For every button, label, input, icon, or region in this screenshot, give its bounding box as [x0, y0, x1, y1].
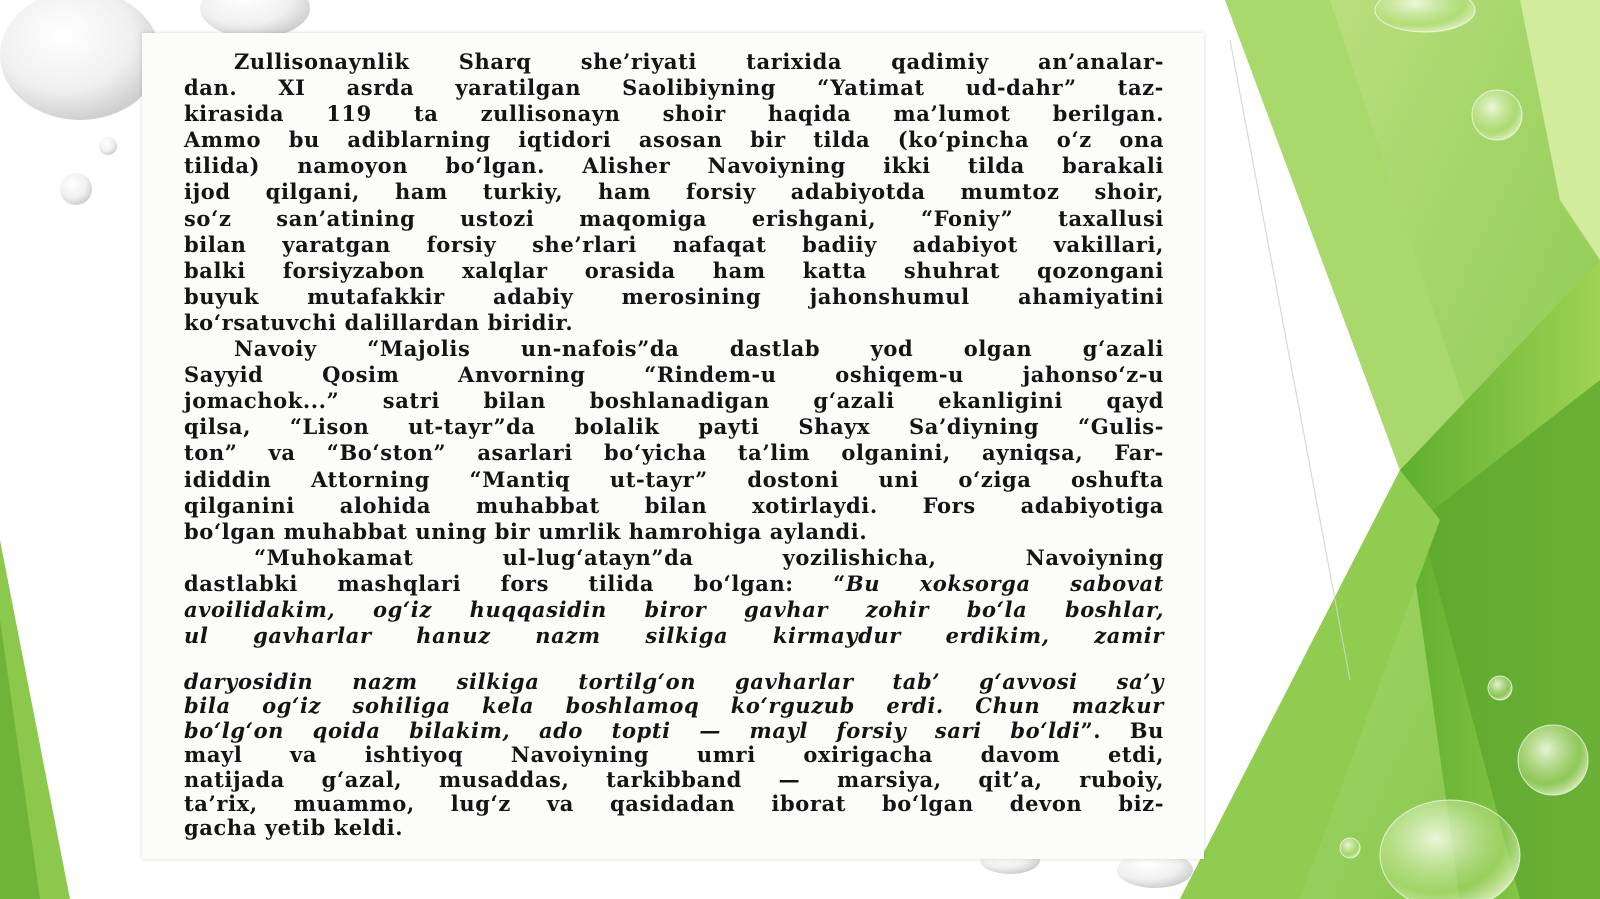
text-line: ko‘rsatuvchi dalillardan biridir. — [184, 309, 574, 335]
text-line: qilganini alohida muhabbat bilan xotirlaydi. Fors adabiyotiga — [184, 492, 1164, 518]
text-line: ijod qilgani, ham turkiy, ham forsiy adabiyotda mumtoz shoir, — [184, 179, 1165, 205]
italic-quote: ul gavharlar hanuz nazm silkiga kirmaydur erdikim, zamir — [184, 623, 1165, 649]
text-line: jomachok...” satri bilan boshlanadigan g‘azali ekanligini qayd — [184, 388, 1165, 414]
italic-quote: bila og‘iz sohiliga kela boshlamoq ko‘rguzub erdi. Chun mazkur — [184, 693, 1164, 719]
text-line: so‘z san’atining ustozi maqomiga erishgani, “Foniy” taxallusi — [184, 205, 1165, 231]
text-line: mayl va ishtiyoq Navoiyning umri oxirigacha davom etdi, — [184, 742, 1164, 768]
text-line: kirasida 119 ta zullisonayn shoir haqida ma’lumot berilgan. — [184, 101, 1164, 127]
text-line: Sayyid Qosim Anvorning “Rindem-u oshiqem-u jahonso‘z-u — [184, 362, 1164, 388]
text-line: ton” va “Bo‘ston” asarlari bo‘yicha ta’lim olganini, ayniqsa, Far- — [184, 440, 1164, 466]
text-line: Navoiy “Majolis un-nafois”da dastlab yod olgan g‘azali — [234, 336, 1165, 362]
text-line: ididdin Attorning “Mantiq ut-tayr” dostoni uni o‘ziga oshufta — [184, 466, 1164, 492]
text-line: tilida) namoyon bo‘lgan. Alisher Navoiyning ikki tilda barakali — [184, 153, 1165, 179]
text-line: “Muhokamat ul-lug‘atayn”da yozilishicha, Navoiyning — [254, 544, 1164, 570]
page-text-top — [184, 49, 1164, 649]
italic-quote: Bu xoksorga sabovat — [845, 570, 1165, 596]
text-line: buyuk mutafakkir adabiy merosining jahonshumul ahamiyatini — [184, 283, 1164, 309]
italic-quote: daryosidin nazm silkiga tortilg‘on gavharlar tab’ g‘avvosi sa’y — [184, 669, 1164, 694]
scanned-page — [142, 33, 1204, 859]
text-line — [184, 571, 1164, 597]
italic-quote: bo‘lg‘on qoida bilakim, ado topti — mayl forsiy sari bo‘ldi — [184, 717, 1081, 743]
italic-quote: avoilidakim, og‘iz huqqasidin biror gavhar zohir bo‘la boshlar, — [184, 596, 1165, 622]
text-line: Ammo bu adiblarning iqtidori asosan bir tilda (ko‘pincha o‘z ona — [184, 127, 1165, 153]
text-line — [184, 719, 1164, 743]
page-text-bottom — [184, 670, 1164, 841]
text-line: gacha yetib keldi. — [184, 815, 404, 841]
text-line: bo‘lgan muhabbat uning bir umrlik hamrohiga aylandi. — [184, 518, 868, 544]
text-line: qilsa, “Lison ut-tayr”da bolalik payti Shayx Sa’diyning “Gulis- — [184, 414, 1165, 440]
text-span: ”. Bu — [1080, 717, 1165, 743]
text-line: natijada g‘azal, musaddas, tarkibband — marsiya, qit’a, ruboiy, — [184, 766, 1165, 792]
text-line: Zullisonaynlik Sharq she’riyati tarixida qadimiy an’analar- — [234, 49, 1165, 74]
text-line: ta’rix, muammo, lug‘z va qasidadan iborat bo‘lgan devon biz- — [184, 791, 1165, 817]
text-line: bilan yaratgan forsiy she’rlari nafaqat badiiy adabiyot vakillari, — [184, 231, 1164, 257]
text-line: balki forsiyzabon xalqlar orasida ham katta shuhrat qozongani — [184, 257, 1164, 283]
water-drop-icon — [0, 0, 160, 120]
text-line: dan. XI asrda yaratilgan Saolibiyning “Yatimat ud-dahr” taz- — [184, 75, 1164, 101]
text-span: dastlabki mashqlari fors tilida bo‘lgan: “ — [184, 570, 846, 596]
